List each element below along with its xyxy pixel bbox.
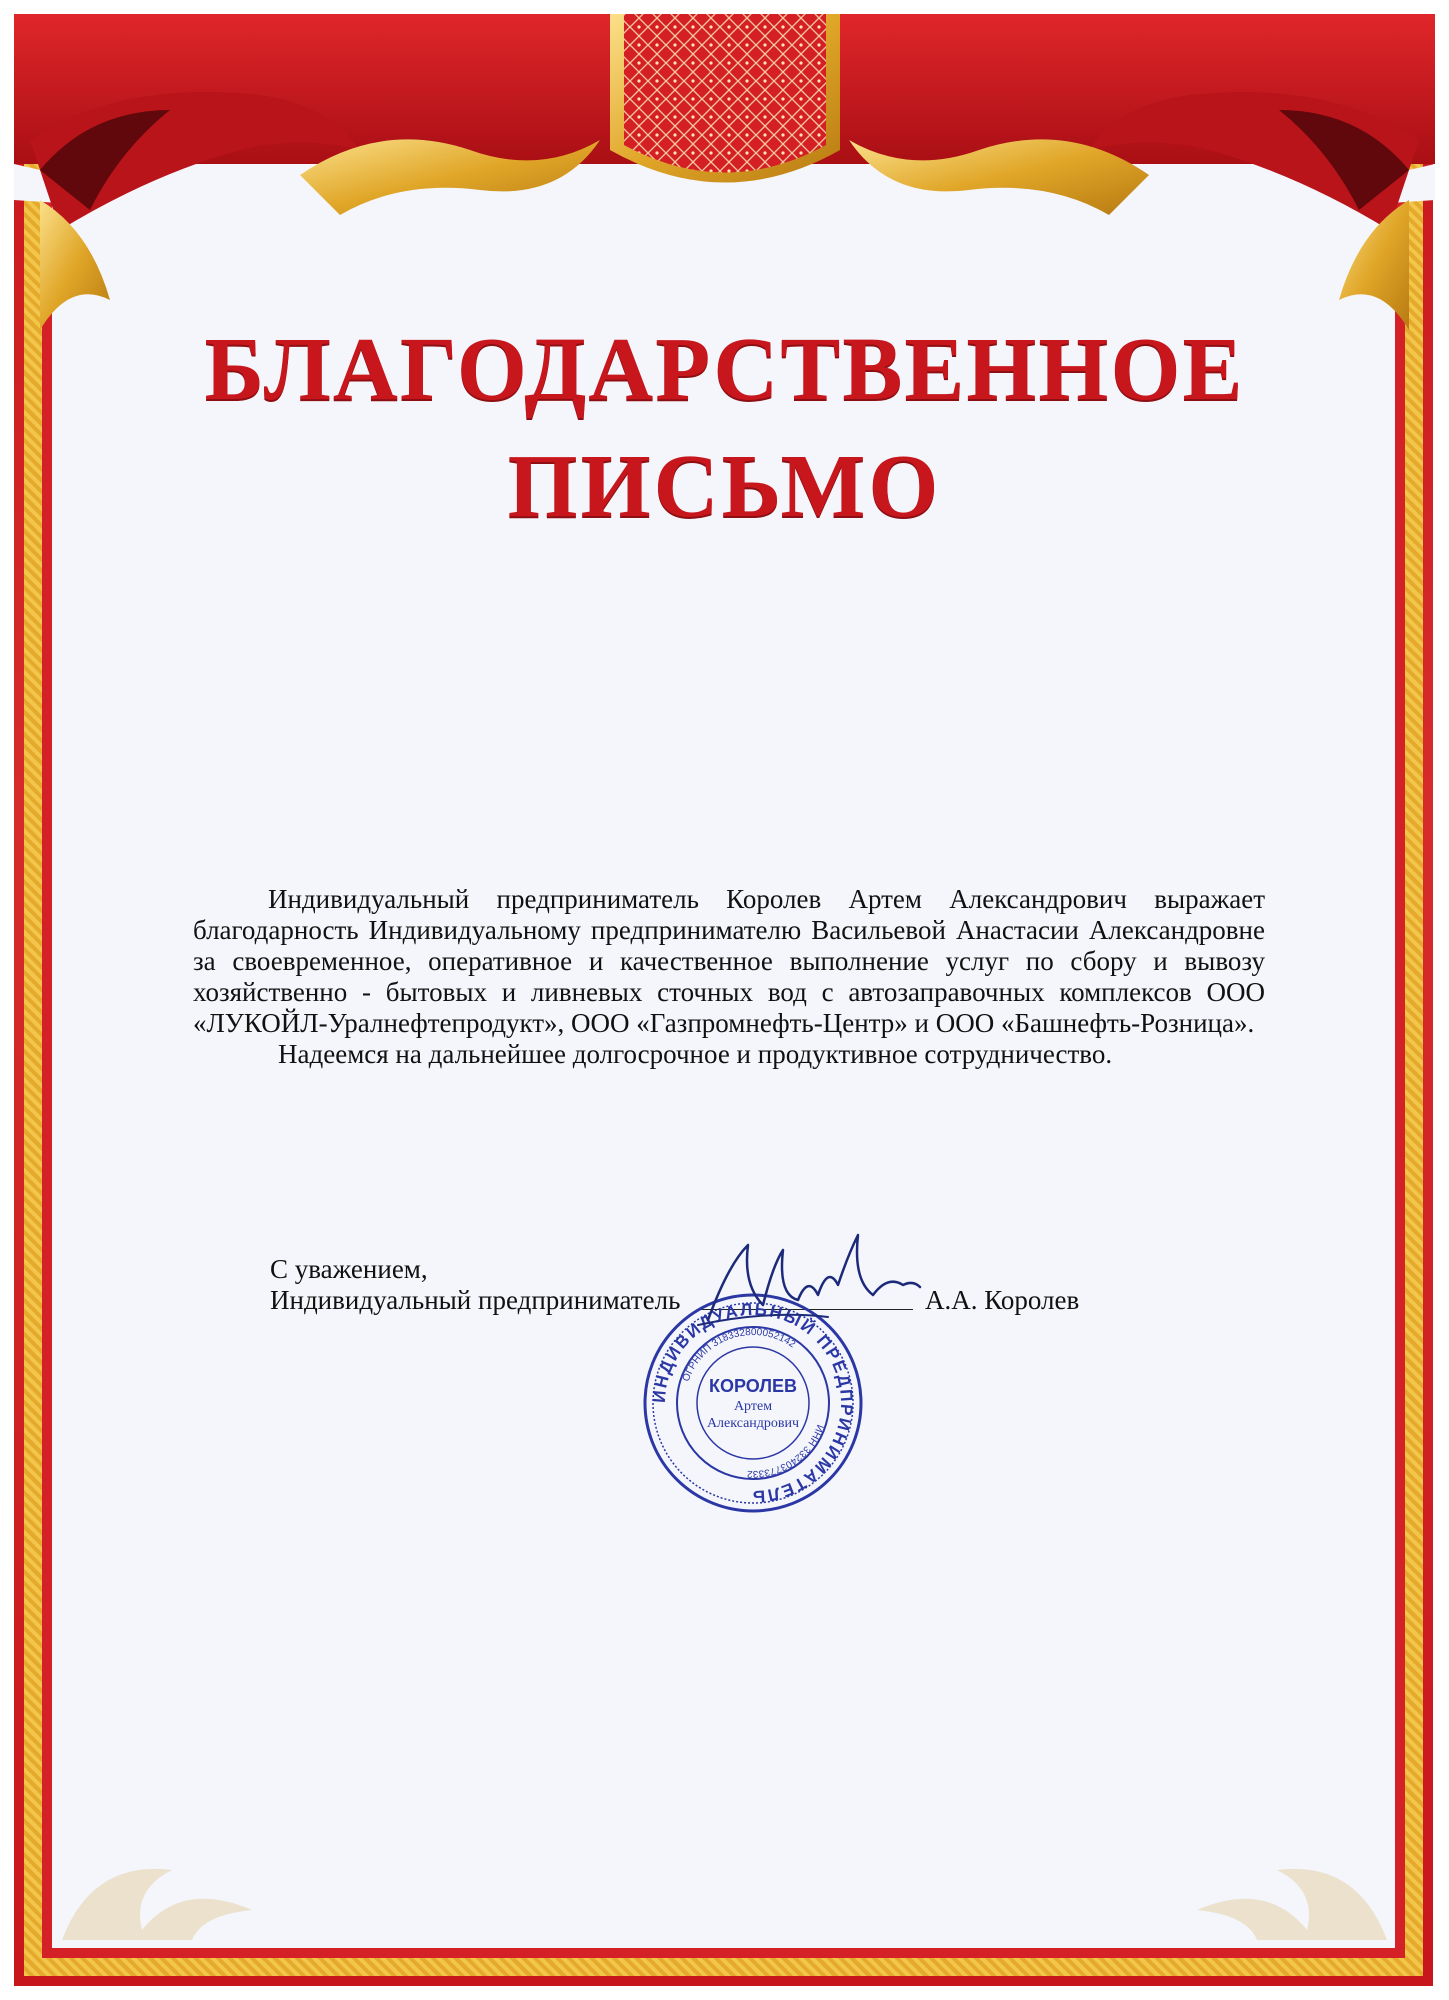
- signer-name: А.А. Королев: [925, 1285, 1080, 1315]
- stamp-ring-text: ИНДИВИДУАЛЬНЫЙ ПРЕДПРИНИМАТЕЛЬ: [649, 1299, 857, 1507]
- body-paragraph-1: Индивидуальный предприниматель Королев Артем Александрович выражает благодарность Индивидуальному предпринимателю Васильевой Анастасии Александровне за своевременное, оперативное и качественное выполнение услуг по сбору и вывозу хозяйственно - бытовых и ливневых сточных вод с автозаправочных комплексов ООО «ЛУКОЙЛ-Уралнефтепродукт», ООО «Газпромнефть-Центр» и ООО «Башнефть-Розница».: [193, 884, 1265, 1038]
- stamp-ogrnip: ОГРНИП 318332800052142: [680, 1326, 798, 1384]
- letter-body: [193, 884, 1265, 1070]
- stamp-name-line1: КОРОЛЕВ: [709, 1376, 797, 1396]
- header-ornament: [0, 0, 1449, 330]
- bottom-left-ornament: [52, 1740, 352, 1948]
- letter-title-line2: ПИСЬМО: [507, 437, 942, 536]
- handwritten-signature: [688, 1225, 928, 1335]
- letter-title-line1: БЛАГОДАРСТВЕННОЕ: [204, 320, 1245, 419]
- signer-title: Индивидуальный предприниматель: [270, 1285, 681, 1315]
- stamp-inn: ИНН 332403773332: [746, 1422, 826, 1480]
- stamp-name-line2: Артем: [733, 1399, 773, 1414]
- body-paragraph-2: Надеемся на дальнейшее долгосрочное и продуктивное сотрудничество.: [278, 1039, 1113, 1069]
- closing-salutation: С уважением,: [270, 1254, 428, 1284]
- stamp-name-line3: Александрович: [706, 1416, 800, 1431]
- bottom-right-ornament: [1097, 1740, 1397, 1948]
